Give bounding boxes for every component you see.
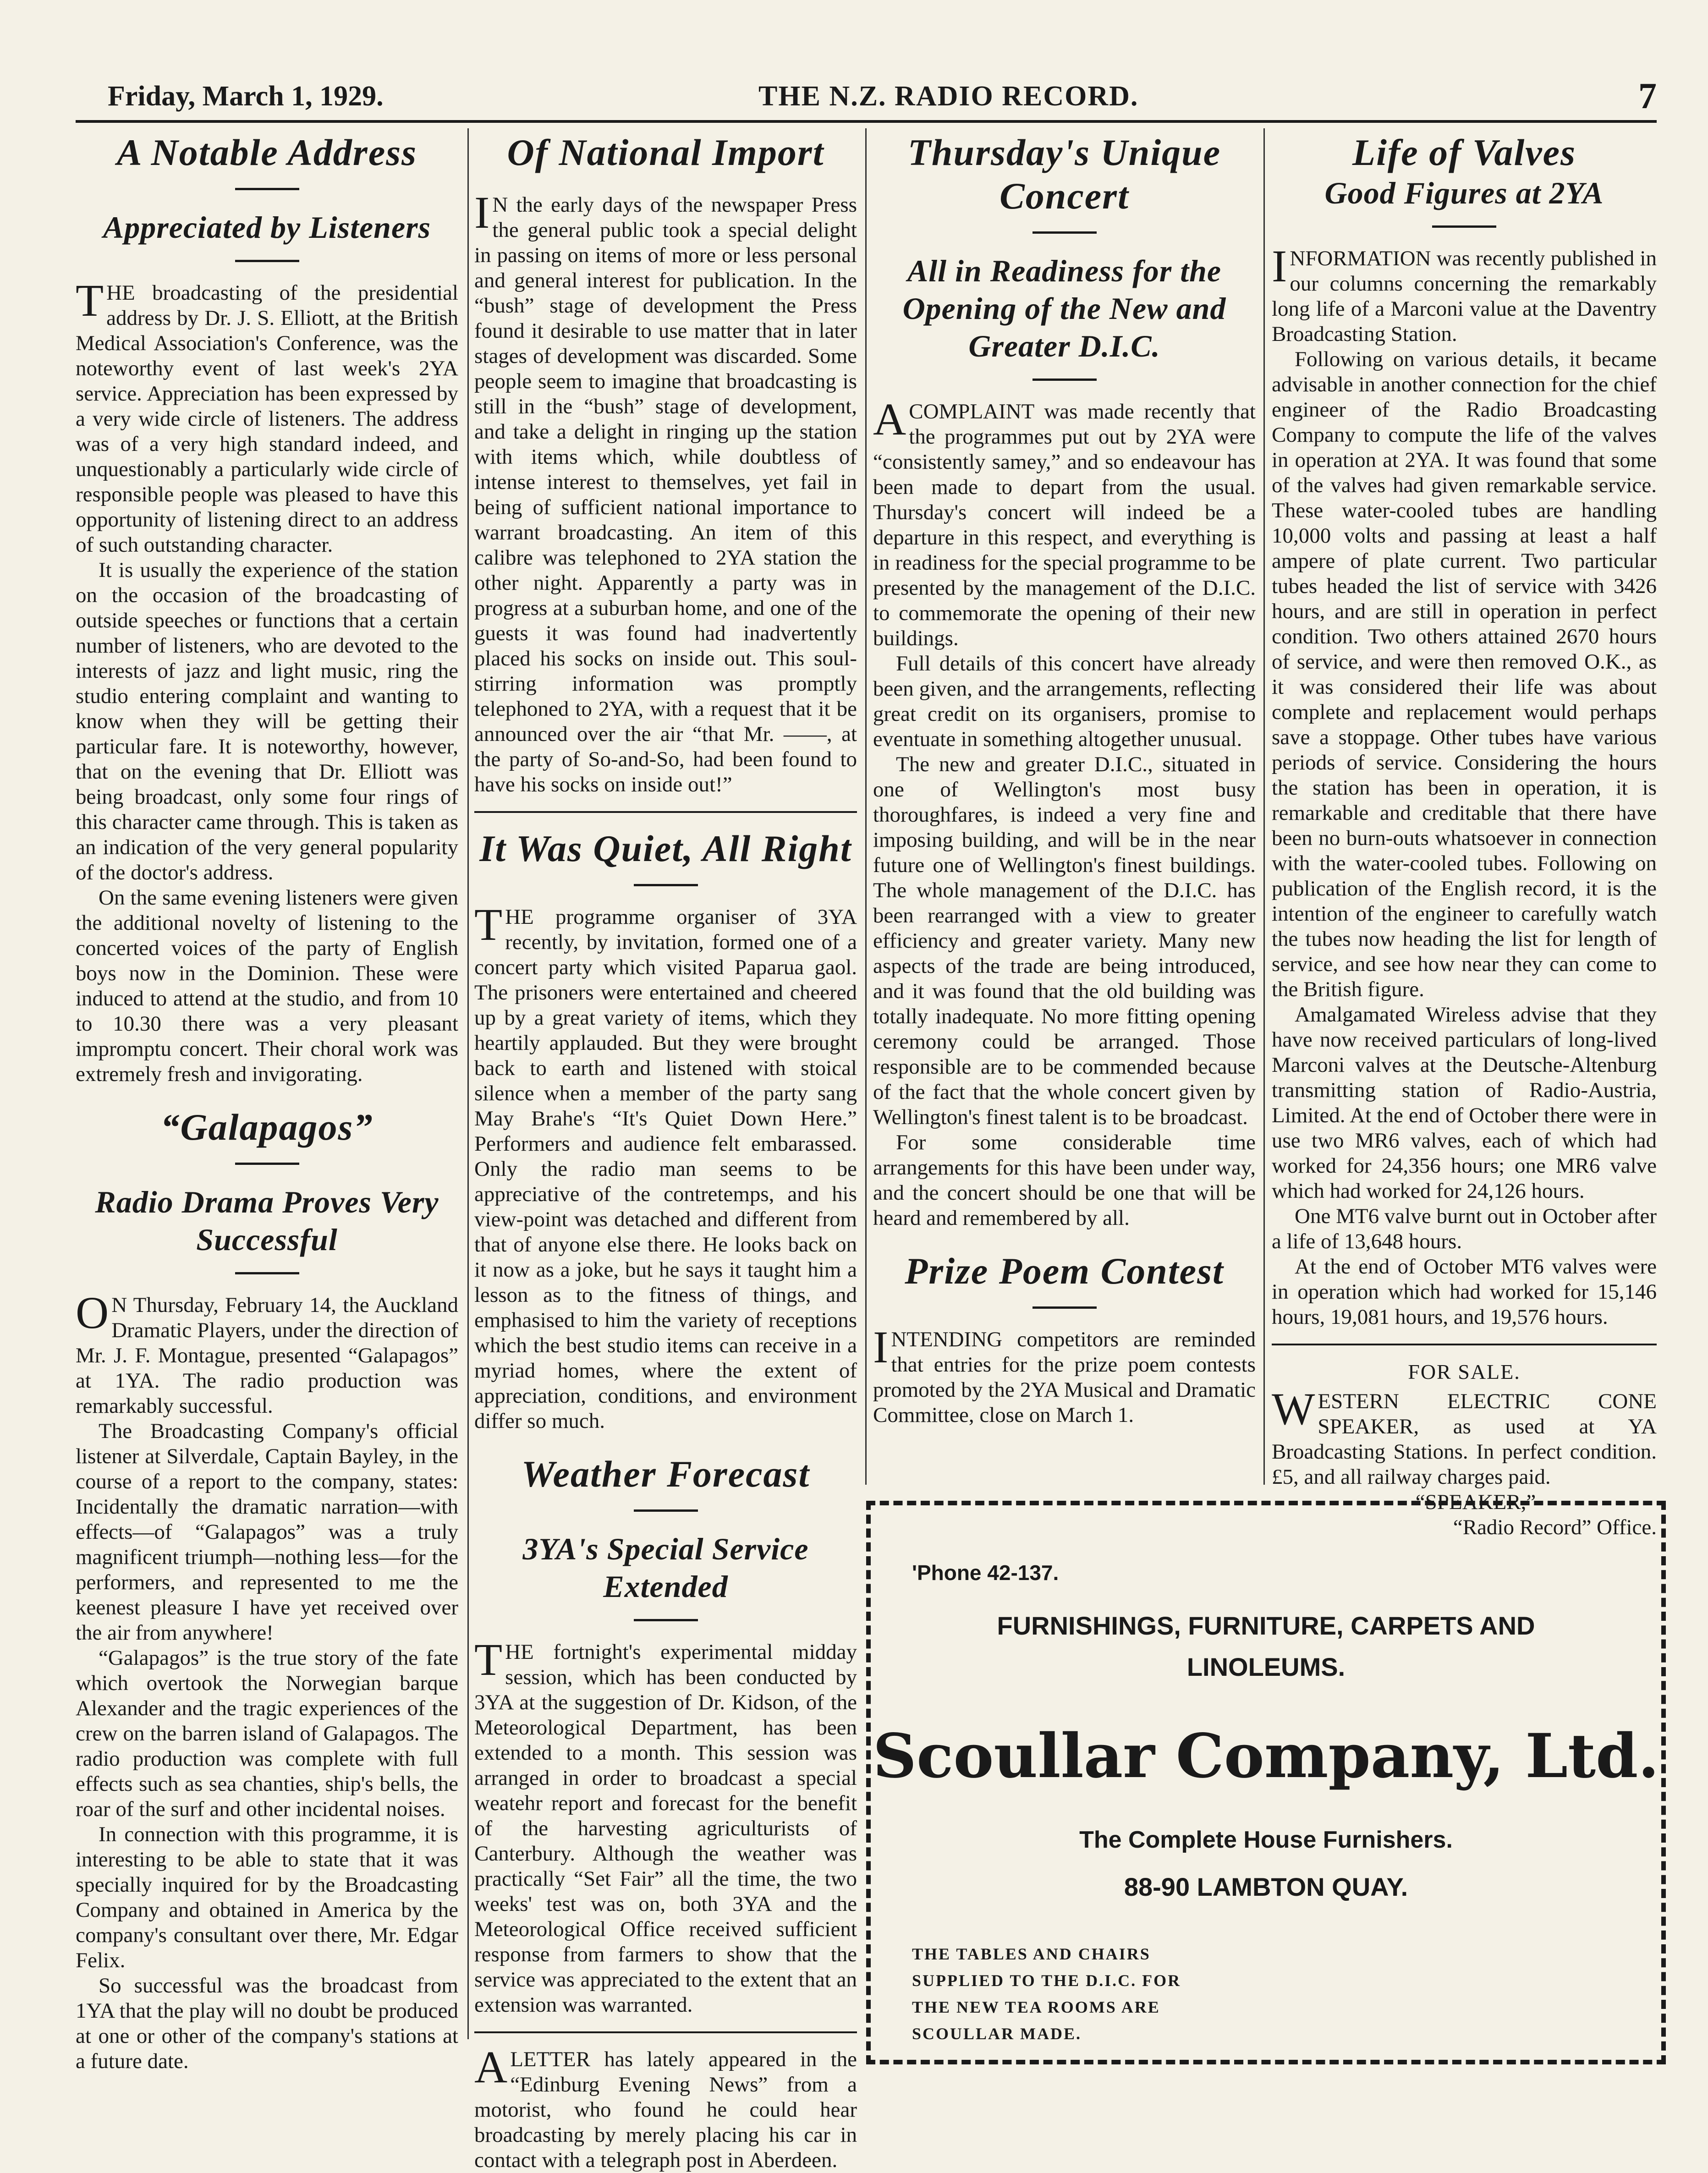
title-separator: [235, 188, 299, 190]
paragraph: So successful was the broadcast from 1YA that the play will no doubt be produced at one or other of the company's stations at a future date.: [76, 1974, 458, 2073]
paragraph: For some considerable time arrangements for this have been under way, and the concert should be one that will be heard and remembered by all.: [873, 1130, 1256, 1230]
ad-note-line: THE TABLES AND CHAIRS: [912, 1945, 1151, 1963]
paragraph: Amalgamated Wireless advise that they have now received particulars of long-lived Marconi valves at the Deutsche-Altenburg transmitting station of Radio-Austria, Limited. At the end of October there were in use two MR6 valves, each of which had worked for 24,356 hours; one MR6 valve which had worked for 24,126 hours.: [1272, 1003, 1657, 1203]
article-subtitle: 3YA's Special Service Extended: [522, 1531, 809, 1604]
title-separator: [634, 1619, 698, 1621]
paragraph: INFORMATION was recently published in our columns concerning the remarkably long life of a Marconi value at the Daventry Broadcasting Station.: [1272, 241, 1657, 346]
title-separator: [1032, 231, 1097, 234]
section-rule: [1272, 1344, 1657, 1345]
section-rule: [474, 2031, 857, 2033]
paragraph: THE fortnight's experimental midday session, which has been conducted by 3YA at the suggestion of Dr. Kidson, of the Meteorological Department, has been extended to a month. This session was arranged in order to broadcast a special weatehr report and forecast for the benefit of the harvesting agriculturists of Canterbury. Although the weather was practically “Set Fair” all the time, the two weeks' test was on, both 3YA and the Meteorological Office received sufficient response from farmers to show that the service was appreciated to the extent that an extension was warranted.: [474, 1634, 857, 2017]
paragraph: Full details of this concert have already been given, and the arrangements, reflecting great credit on its organisers, promise to eventuate in something altogether unusual.: [873, 652, 1256, 751]
section-rule: [474, 811, 857, 813]
column-4: [1272, 131, 1657, 1540]
paragraph: ALETTER has lately appeared in the “Edinburg Evening News” from a motorist, who found he could hear broadcasting by merely placing his car in contact with a telegraph post in Aberdeen.: [474, 2041, 857, 2172]
column-2: [474, 131, 857, 2173]
header-rule: [76, 120, 1657, 123]
article-title: Prize Poem Contest: [905, 1250, 1224, 1292]
paragraph: ON Thursday, February 14, the Auckland Dramatic Players, under the direction of Mr. J. F. Montague, presented “Galapagos” at 1YA. The radio production was remarkably successful.: [76, 1287, 458, 1418]
article-title: Thursday's Unique Concert: [907, 132, 1221, 217]
title-separator: [634, 884, 698, 886]
title-separator: [235, 1272, 299, 1274]
column-divider: [1263, 128, 1265, 1485]
article-title: Of National Import: [507, 132, 824, 173]
for-sale-heading: FOR SALE.: [1408, 1360, 1521, 1383]
page-number: 7: [1638, 76, 1657, 116]
article-subtitle: All in Readiness for the Opening of the New and Greater D.I.C.: [902, 253, 1226, 363]
paragraph: The Broadcasting Company's official listener at Silverdale, Captain Bayley, in the course of a report to the company, states: Incidentally the dramatic narration—with effects—of “Galapagos” was a truly magnificent triumph—nothing less—for the performers, and represented to me the keenest pleasure I have yet received over the air from anywhere!: [76, 1419, 458, 1645]
ad-tagline: The Complete House Furnishers.: [1079, 1827, 1453, 1853]
paragraph: One MT6 valve burnt out in October after a life of 13,648 hours.: [1272, 1204, 1657, 1253]
paragraph: Following on various details, it became advisable in another connection for the chief engineer of the Radio Broadcasting Company to compute the life of the valves in operation at 2YA. It was found that some of the valves had given remarkable service. These water-cooled tubes are handling 10,000 volts and passing at least a half ampere of plate current. Two particular tubes headed the list of service with 3426 hours, and are still in operation in perfect condition. Two others attained 2670 hours of service, and were then removed O.K., as it was considered their life was about complete and replacement would perhaps save a stoppage. Other tubes have various periods of service. Considering the hours the station has been in operation, it is remarkable and creditable that there have been no burn-outs whatsoever in connection with the water-cooled tubes. Following on publication of the English record, it is the intention of the engineer to carefully watch the tubes now heading the list for length of service, and see how near they can come to the British figure.: [1272, 347, 1657, 1001]
article-title: It Was Quiet, All Right: [479, 828, 852, 869]
article-title: A Notable Address: [116, 132, 417, 173]
paragraph: IN the early days of the newspaper Press the general public took a special delight in passing on items of more or less personal and general interest for publication. In the “bush” stage of development the Press found it desirable to use matter that in later stages of development was discarded. Some people seem to imagine that broadcasting is still in the “bush” stage of development, and take a delight in ringing up the station with items which, while doubtless of intense interest to themselves, yet fail in being of sufficient national importance to warrant broadcasting. An item of this calibre was telephoned to 2YA station the other night. Apparently a party was in progress at a suburban home, and one of the guests it was found had inadvertently placed his socks on inside out. This soul-stirring information was promptly telephoned to 2YA, with a request that it be announced over the air “that Mr. ——, at the party of So-and-So, had been found to have his socks on inside out!”: [474, 187, 857, 796]
title-separator: [1432, 225, 1496, 228]
article-subtitle: Appreciated by Listeners: [103, 210, 431, 245]
for-sale-signature: “Radio Record” Office.: [1453, 1515, 1657, 1539]
issue-date: Friday, March 1, 1929.: [108, 81, 384, 112]
paragraph: On the same evening listeners were given the additional novelty of listening to the concerted voices of the party of English boys now in the Dominion. These were induced to attend at the studio, and from 10 to 10.30 there was a very pleasant impromptu concert. Their choral work was extremely fresh and invigorating.: [76, 886, 458, 1086]
column-1: [76, 131, 458, 2074]
page-header: [76, 76, 1657, 117]
title-separator: [634, 1509, 698, 1512]
column-divider: [467, 128, 469, 2039]
paragraph: In connection with this programme, it is interesting to be able to state that it was specially inquired for by the Broadcasting Company and obtained in America by the company's consultant over there, Mr. Edgar Felix.: [76, 1822, 458, 1972]
ad-company-name: Scoullar Company, Ltd.: [873, 1721, 1659, 1792]
newspaper-title: THE N.Z. RADIO RECORD.: [758, 81, 1139, 112]
article-title: “Galapagos”: [160, 1106, 373, 1148]
article-title: Weather Forecast: [521, 1453, 810, 1495]
ad-note: [912, 1941, 1181, 2047]
scoullar-advertisement: [866, 1501, 1666, 2064]
paragraph: At the end of October MT6 valves were in operation which had worked for 15,146 hours, 19,081 hours, and 19,576 hours.: [1272, 1255, 1657, 1329]
for-sale-text: WESTERN ELECTRIC CONE SPEAKER, as used at YA Broadcasting Stations. In perfect condition. £5, and all railway charges paid.: [1272, 1383, 1657, 1489]
paragraph: “Galapagos” is the true story of the fate which overtook the Norwegian barque Alexander and the tragic experiences of the crew on the barren island of Galapagos. The radio production was complete with full effects such as sea chanties, ship's bells, the roar of the surf and other incidental noises.: [76, 1646, 458, 1821]
column-3: [873, 131, 1256, 1428]
article-title: Life of Valves: [1352, 132, 1576, 173]
ad-address: 88-90 LAMBTON QUAY.: [1124, 1872, 1408, 1901]
ad-line: FURNISHINGS, FURNITURE, CARPETS AND: [997, 1611, 1535, 1640]
ad-line: LINOLEUMS.: [1186, 1652, 1346, 1681]
for-sale-signature: “SPEAKER,”: [1415, 1490, 1536, 1514]
article-subtitle: Good Figures at 2YA: [1324, 176, 1604, 210]
title-separator: [1032, 379, 1097, 381]
paragraph: It is usually the experience of the station on the occasion of the broadcasting of outside speeches or functions that a certain number of listeners, who are devoted to the interests of jazz and light music, ring the studio entering complaint and wanting to know when they will be getting their particular fare. It is noteworthy, however, that on the evening that Dr. Elliott was being broadcast, only some four rings of this character came through. This is taken as an indication of the very general popularity of the doctor's address.: [76, 558, 458, 884]
paragraph: ACOMPLAINT was made recently that the programmes put out by 2YA were “consistently samey,” and so endeavour has been made to depart from the usual. Thursday's concert will indeed be a departure in this respect, and everything is in readiness for the special programme to be presented by the management of the D.I.C. to commemorate the opening of their new buildings.: [873, 394, 1256, 650]
title-separator: [1032, 1306, 1097, 1309]
ad-note-line: SCOULLAR MADE.: [912, 2025, 1082, 2043]
ad-note-line: SUPPLIED TO THE D.I.C. FOR: [912, 1971, 1181, 1990]
paragraph: The new and greater D.I.C., situated in one of Wellington's most busy thoroughfares, is indeed a very fine and imposing building, and will be in the near future one of Wellington's finest buildings. The whole management of the D.I.C. has been rearranged with a view to greater efficiency and greater variety. Many new aspects of the trade are being introduced, and it was found that the old building was totally inadequate. No more fitting opening ceremony could be arranged. Those responsible are to be commended because of the fact that the whole concert given by Wellington's finest talent is to be broadcast.: [873, 752, 1256, 1129]
paragraph: THE broadcasting of the presidential address by Dr. J. S. Elliott, at the British Medical Association's Conference, was the noteworthy event of last week's 2YA service. Appreciation has been expressed by a very wide circle of listeners. The address was of a very high standard indeed, and unquestionably a particularly wide circle of responsible people was pleased to have this opportunity of listening direct to an address of such outstanding character.: [76, 275, 458, 557]
article-subtitle: Radio Drama Proves Very Successful: [95, 1185, 439, 1257]
paragraph: INTENDING competitors are reminded that entries for the prize poem contests promoted by the 2YA Musical and Dramatic Committee, close on March 1.: [873, 1322, 1256, 1427]
title-separator: [235, 260, 299, 262]
column-divider: [865, 128, 867, 1485]
ad-note-line: THE NEW TEA ROOMS ARE: [912, 1998, 1160, 2016]
title-separator: [235, 1163, 299, 1165]
ad-phone: 'Phone 42-137.: [912, 1561, 1059, 1585]
paragraph: THE programme organiser of 3YA recently, by invitation, formed one of a concert party which visited Paparua gaol. The prisoners were entertained and cheered up by a great variety of items, which they heartily applauded. But they were brought back to earth and listened with stoical silence when a member of the party sang May Brahe's “It's Quiet Down Here.” Performers and audience felt embarassed. Only the radio man seems to be appreciative of the contretemps, and his view-point was detached and different from that of anyone else there. He looks back on it now as a joke, but he says it taught him a lesson as to the fitness of things, and emphasised to him the variety of receptions which the best studio items can receive in a myriad homes, where the extent of appreciation, conditions, and environment differ so much.: [474, 899, 857, 1433]
